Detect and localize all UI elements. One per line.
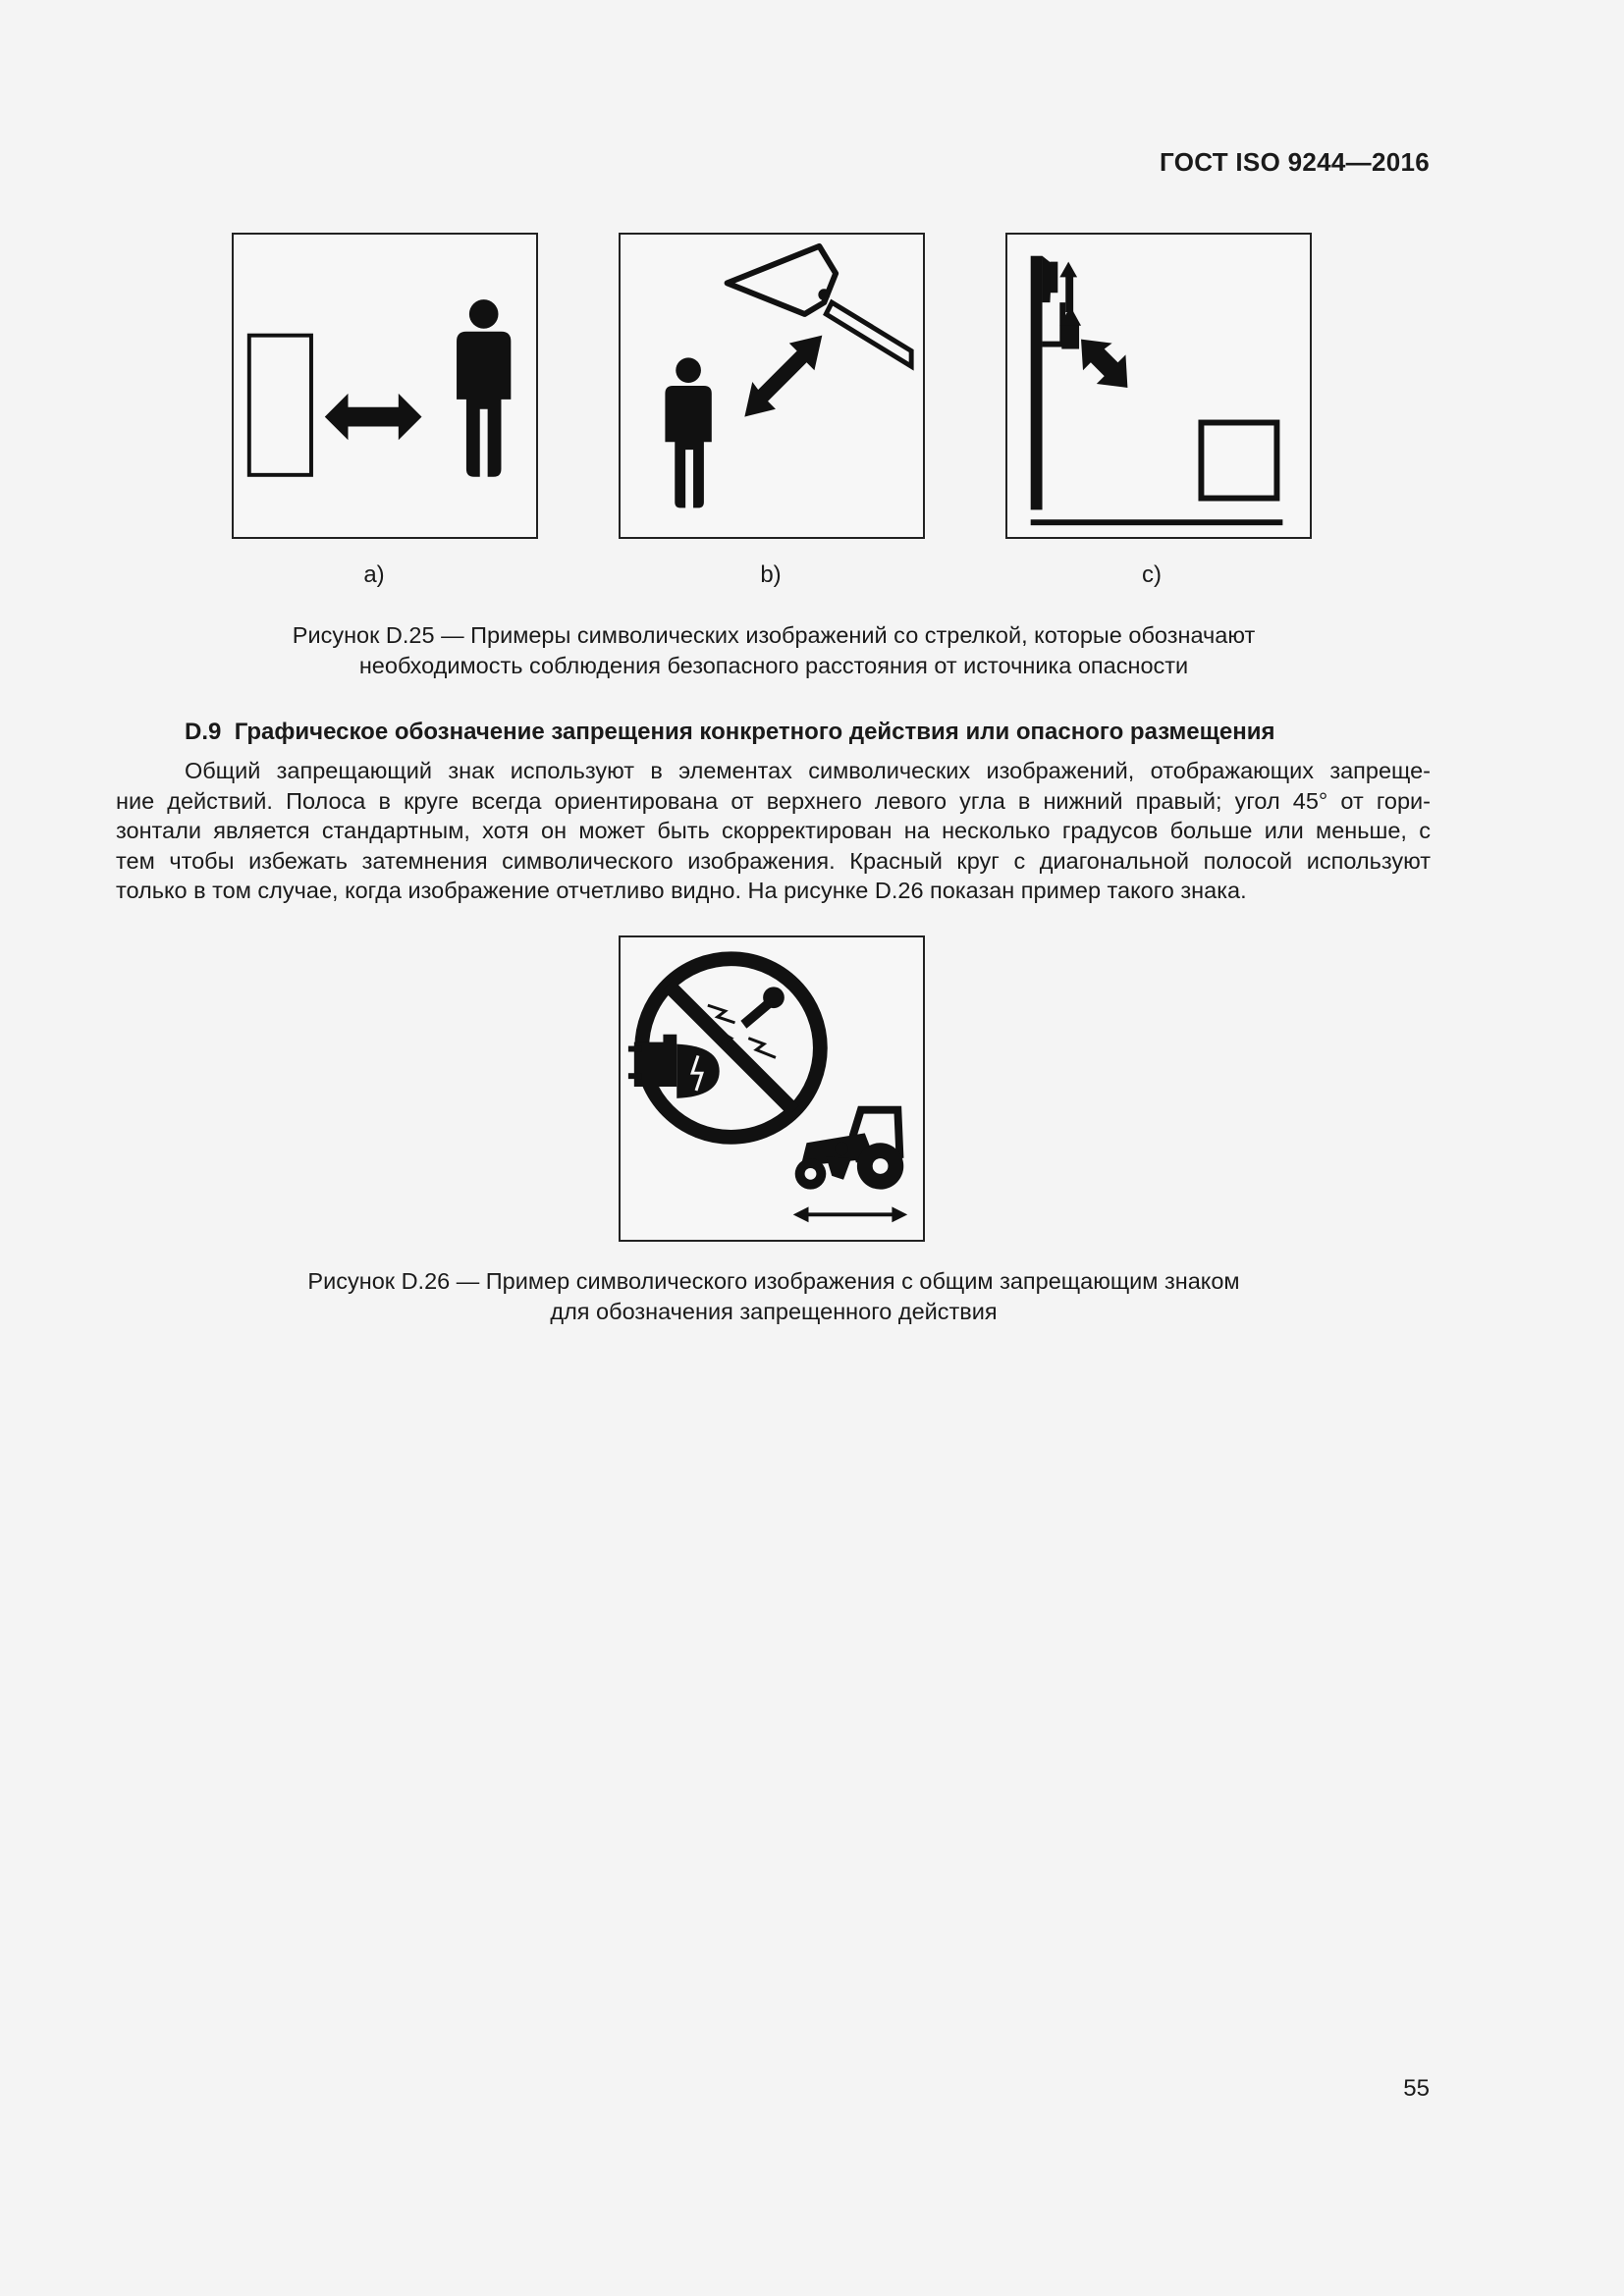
section-title: Графическое обозначение запрещения конкретного действия или опасного размещения (234, 719, 1275, 745)
figure-d25-panel-a (232, 233, 538, 539)
figure-d25-caption (116, 620, 1432, 681)
figure-d25-caption-line2: необходимость соблюдения безопасного расстояния от источника опасности (358, 653, 1189, 678)
section-paragraph (116, 756, 1431, 906)
mast-distance-icon (1007, 235, 1310, 537)
figure-d25-panel-b (619, 233, 925, 539)
person-distance-boom-icon (621, 235, 923, 537)
page-number: 55 (1403, 2075, 1430, 2102)
figure-d26-caption-line2: для обозначения запрещенного действия (550, 1299, 998, 1324)
paragraph-line: Общий запрещающий знак используют в элементах символических изображений, отображающих запреще- (185, 758, 1431, 783)
paragraph-line: зонтали является стандартным, хотя он может быть скорректирован на несколько градусов больше или меньше, с (116, 818, 1431, 843)
prohibition-sign-icon (621, 937, 923, 1240)
figure-d26-panel (619, 935, 925, 1242)
figure-d26-caption-line1: Рисунок D.26 — Пример символического изображения с общим запрещающим знаком (307, 1268, 1240, 1294)
paragraph-line: тем чтобы избежать затемнения символического изображения. Красный круг с диагональной полосой используют (116, 847, 1431, 874)
section-number: D.9 (185, 719, 222, 745)
figure-d26-caption (116, 1266, 1432, 1327)
paragraph-line: только в том случае, когда изображение отчетливо видно. На рисунке D.26 показан пример такого знака. (116, 878, 1247, 903)
section-heading (185, 719, 1275, 746)
figure-d25-caption-line1: Рисунок D.25 — Примеры символических изображений со стрелкой, которые обозначают (292, 622, 1256, 648)
figure-d25-panel-c (1005, 233, 1312, 539)
figure-d25-label-c: c) (1142, 561, 1162, 588)
figure-d25-label-a: a) (363, 561, 385, 588)
person-distance-object-icon (234, 235, 536, 537)
document-header: ГОСТ ISO 9244—2016 (1160, 147, 1430, 177)
figure-d25-label-b: b) (760, 561, 782, 588)
paragraph-line: ние действий. Полоса в круге всегда ориентирована от верхнего левого угла в нижний правый; угол 45° от гори- (116, 787, 1431, 814)
